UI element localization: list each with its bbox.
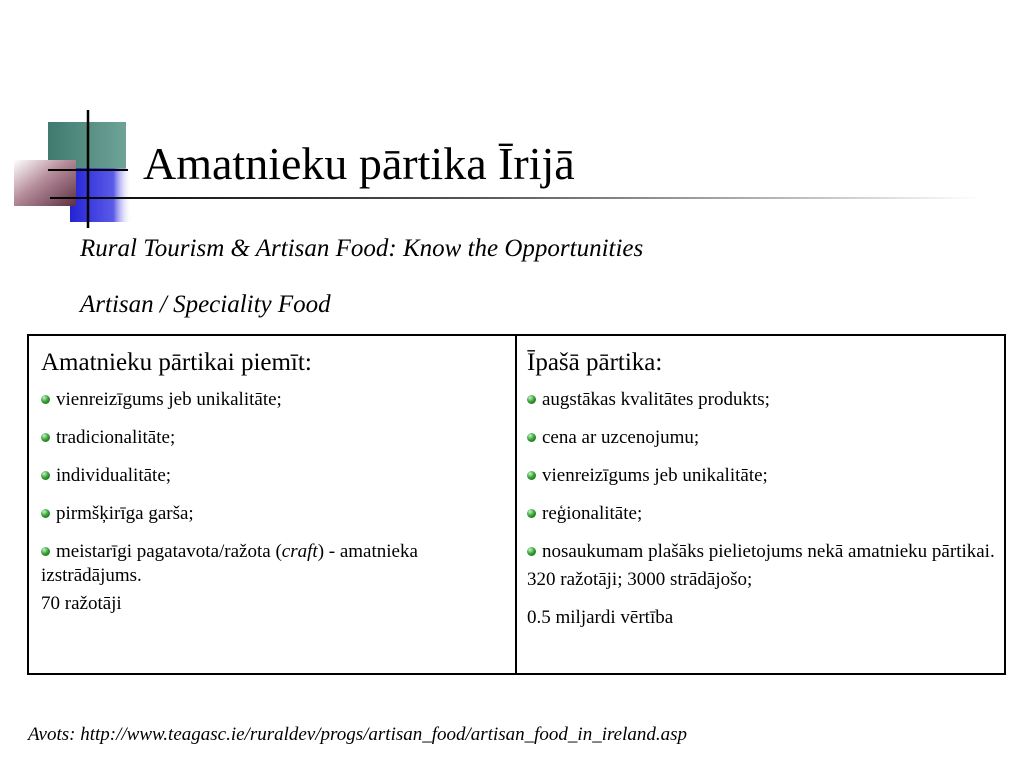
bullet-icon bbox=[527, 395, 536, 404]
speciality-food-column bbox=[517, 336, 1004, 673]
producer-count: 70 ražotāji bbox=[41, 593, 122, 614]
producer-count: 320 ražotāji; 3000 strādājošo; bbox=[527, 569, 753, 590]
bullet-icon bbox=[41, 471, 50, 480]
list-item: tradicionalitāte; bbox=[41, 426, 515, 450]
list-item: individualitāte; bbox=[41, 464, 515, 488]
slide-title: Amatnieku pārtika Īrijā bbox=[143, 138, 575, 189]
mauve-square bbox=[14, 160, 76, 206]
bullet-icon bbox=[527, 471, 536, 480]
artisan-food-heading: Amatnieku pārtikai piemīt: bbox=[41, 349, 312, 376]
speciality-food-heading: Īpašā pārtika: bbox=[527, 349, 663, 376]
bullet-icon bbox=[527, 509, 536, 518]
subtitle-rural-tourism: Rural Tourism & Artisan Food: Know the Opportunities bbox=[80, 235, 644, 262]
bullet-icon bbox=[527, 433, 536, 442]
list-item: augstākas kvalitātes produkts; bbox=[527, 388, 1004, 412]
bullet-icon bbox=[41, 433, 50, 442]
comparison-table bbox=[27, 334, 1006, 675]
bullet-icon bbox=[41, 547, 50, 556]
bullet-icon bbox=[41, 395, 50, 404]
blue-square bbox=[70, 168, 132, 222]
list-item: meistarīgi pagatavota/ražota (craft) - amatnieka izstrādājums. bbox=[41, 541, 418, 586]
list-item: cena ar uzcenojumu; bbox=[527, 426, 1004, 450]
list-item: vienreizīgums jeb unikalitāte; bbox=[41, 388, 515, 412]
source-citation: Avots: http://www.teagasc.ie/ruraldev/progs/artisan_food/artisan_food_in_ireland.asp bbox=[28, 724, 688, 745]
subtitle-speciality-food: Artisan / Speciality Food bbox=[80, 291, 331, 318]
bullet-icon bbox=[527, 547, 536, 556]
artisan-food-column bbox=[29, 336, 517, 673]
decorative-squares bbox=[0, 0, 140, 230]
list-item: pirmšķirīga garša; bbox=[41, 502, 515, 526]
market-value: 0.5 miljardi vērtība bbox=[527, 607, 674, 628]
bullet-icon bbox=[41, 509, 50, 518]
title-underline bbox=[50, 197, 980, 199]
list-item: reģionalitāte; bbox=[527, 502, 1004, 526]
list-item: nosaukumam plašāks pielietojums nekā amatnieku pārtikai. bbox=[527, 540, 1004, 564]
list-item: vienreizīgums jeb unikalitāte; bbox=[527, 464, 1004, 488]
